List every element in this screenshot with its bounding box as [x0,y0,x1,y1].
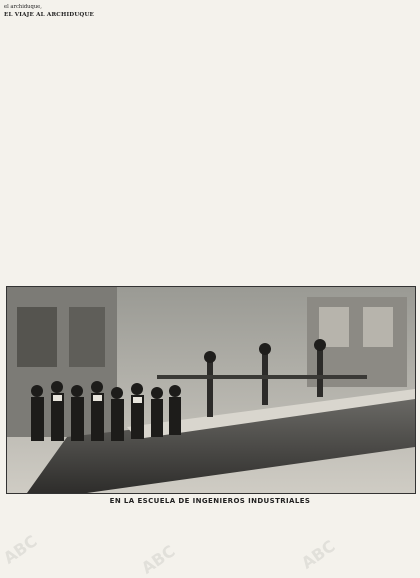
article-column-2 [144,4,272,276]
photo-caption-title: EN LA ESCUELA DE INGENIEROS INDUSTRIALES [109,497,311,505]
photo-illustration [7,287,415,493]
watermark-logo: ABC [297,536,339,573]
article-photo [6,286,416,494]
article-column-3 [284,4,416,276]
article-column-1 [4,4,132,276]
article-subhead: EL VIAJE AL ARCHIDUQUE [4,12,95,19]
watermark-logo: ABC [137,541,179,578]
watermark-logo: ABC [0,531,41,568]
article-opening: el archiduque, [4,4,42,10]
